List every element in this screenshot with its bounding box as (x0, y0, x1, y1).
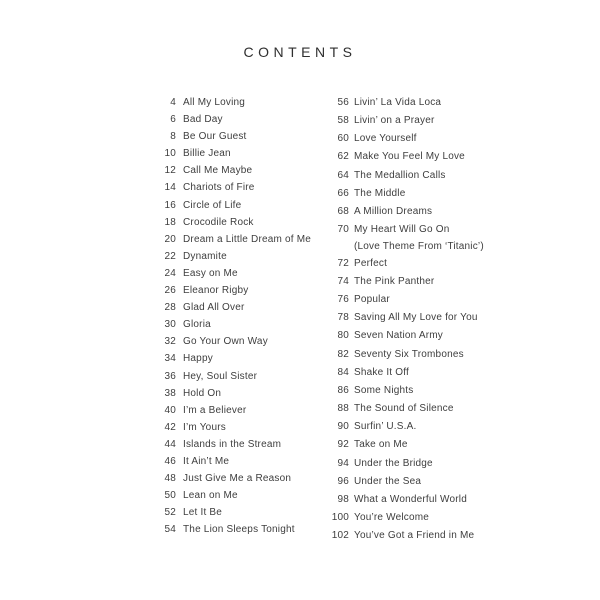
toc-song-title: Billie Jean (183, 148, 231, 160)
toc-entry (319, 148, 509, 166)
toc-song-title: Saving All My Love for You (354, 312, 478, 324)
toc-song-title: The Medallion Calls (354, 169, 446, 181)
toc-song-title: Gloria (183, 319, 211, 331)
toc-page-number: 6 (170, 114, 176, 126)
toc-song (183, 470, 291, 487)
toc-page-number: 80 (337, 330, 349, 342)
toc-song (183, 419, 226, 436)
toc-page-number: 8 (170, 131, 176, 143)
toc-page-number: 48 (164, 473, 176, 485)
toc-song (354, 130, 417, 148)
toc-song (183, 368, 257, 385)
toc-song-title: I’m Yours (183, 421, 226, 433)
toc-page-number: 74 (337, 276, 349, 287)
toc-entry (319, 273, 509, 291)
toc-entry (146, 368, 321, 385)
toc-song (183, 94, 245, 111)
toc-song-title: Seven Nation Army (354, 330, 443, 342)
toc-page-number: 68 (337, 205, 349, 217)
toc-song-title: You’re Welcome (354, 512, 430, 524)
toc-entry (146, 162, 321, 179)
toc-page-number: 102 (331, 530, 349, 542)
toc-song-title: Some Nights (354, 384, 414, 396)
toc-page-number: 16 (164, 199, 176, 211)
toc-song (183, 487, 238, 504)
toc-song-title: Dynamite (183, 250, 227, 262)
toc-song (354, 291, 390, 309)
toc-song-title: Surfin’ U.S.A. (354, 421, 417, 433)
toc-page-number: 60 (337, 133, 349, 145)
toc-song (183, 385, 221, 402)
toc-entry (319, 94, 509, 112)
toc-song (354, 221, 484, 255)
toc-song-title: Bad Day (183, 114, 223, 126)
toc-song (183, 282, 248, 299)
toc-song (183, 265, 238, 282)
toc-page-number: 76 (337, 294, 349, 306)
toc-entry (319, 527, 509, 545)
toc-song (183, 248, 227, 265)
toc-entry (146, 179, 321, 196)
toc-entry (319, 436, 509, 454)
toc-song-title: Dream a Little Dream of Me (183, 233, 312, 245)
toc-entry (319, 418, 509, 436)
toc-page-number: 10 (164, 148, 176, 160)
toc-song (183, 333, 268, 350)
toc-song (183, 162, 252, 179)
toc-page-number: 18 (164, 216, 176, 228)
toc-column-right (319, 94, 509, 545)
toc-entry (146, 504, 321, 521)
toc-entry (319, 491, 509, 509)
toc-song (183, 316, 211, 333)
toc-song-title: You’ve Got a Friend in Me (354, 530, 475, 542)
toc-song-title: Circle of Life (183, 199, 242, 211)
toc-song (354, 400, 454, 418)
toc-song (354, 148, 465, 166)
toc-entry (146, 145, 321, 162)
toc-entry (319, 255, 509, 273)
toc-page-number: 46 (164, 455, 176, 467)
toc-song (354, 491, 467, 509)
toc-entry (319, 455, 509, 473)
toc-song-title: My Heart Will Go On (354, 224, 450, 236)
toc-entry (146, 282, 321, 299)
toc-page-number: 58 (337, 115, 349, 127)
toc-song (183, 402, 246, 419)
toc-page-number: 32 (164, 336, 176, 348)
toc-song (183, 145, 231, 162)
toc-page-number: 12 (164, 165, 176, 177)
toc-page-number: 72 (337, 257, 349, 269)
toc-page-number: 24 (164, 267, 176, 279)
toc-song-title: Just Give Me a Reason (183, 473, 292, 485)
toc-entry (146, 436, 321, 453)
toc-song-title: Hold On (183, 387, 222, 399)
toc-song-title: Under the Bridge (354, 457, 433, 469)
toc-entry (146, 316, 321, 333)
toc-song-title: Crocodile Rock (183, 216, 254, 228)
toc-song (183, 128, 247, 145)
toc-page-number: 82 (337, 348, 349, 360)
toc-song-title: Make You Feel My Love (354, 151, 465, 163)
toc-song-title: It Ain’t Me (183, 455, 230, 467)
toc-song (354, 327, 443, 345)
toc-page-number: 44 (164, 438, 176, 450)
toc-song (354, 509, 429, 527)
toc-entry (319, 291, 509, 309)
toc-entry (146, 402, 321, 419)
toc-entry (319, 112, 509, 130)
toc-page-number: 84 (337, 366, 349, 378)
toc-song-subtitle: (Love Theme From ‘Titanic’) (354, 241, 484, 253)
toc-page-number: 4 (170, 97, 176, 108)
toc-entry (146, 385, 321, 402)
toc-song-title: Let It Be (183, 507, 223, 519)
toc-entry (319, 327, 509, 345)
toc-entry (319, 130, 509, 148)
toc-song-title: Chariots of Fire (183, 182, 255, 194)
toc-page-number: 86 (337, 384, 349, 396)
toc-entry (319, 185, 509, 203)
toc-song (354, 273, 434, 291)
toc-entry (146, 470, 321, 487)
toc-entry (146, 111, 321, 128)
toc-song-title: Easy on Me (183, 267, 238, 279)
toc-song (183, 504, 222, 521)
toc-song (183, 197, 241, 214)
toc-song-title: The Lion Sleeps Tonight (183, 524, 295, 536)
toc-entry (146, 521, 321, 538)
toc-page-number: 42 (164, 421, 176, 433)
toc-song (354, 527, 474, 545)
toc-song-title: Lean on Me (183, 490, 238, 502)
toc-page-number: 28 (164, 302, 176, 314)
toc-song (354, 436, 408, 454)
toc-entry (319, 309, 509, 327)
toc-song (183, 214, 254, 231)
toc-entry (319, 364, 509, 382)
toc-song-title: All My Loving (183, 97, 246, 108)
toc-page-number: 70 (337, 224, 349, 236)
toc-page-number: 50 (164, 490, 176, 502)
toc-page-number: 62 (337, 151, 349, 163)
page-title: CONTENTS (243, 44, 357, 60)
toc-page-number: 26 (164, 285, 176, 297)
toc-song-title: Islands in the Stream (183, 438, 282, 450)
toc-song-title: Love Yourself (354, 133, 417, 145)
toc-page-number: 98 (337, 493, 349, 505)
toc-song (354, 473, 421, 491)
toc-song-title: Glad All Over (183, 302, 245, 314)
toc-song (354, 167, 446, 185)
toc-entry (319, 400, 509, 418)
toc-song-title: Happy (183, 353, 213, 365)
toc-entry (319, 221, 509, 255)
toc-entry (146, 214, 321, 231)
toc-song-title: Popular (354, 294, 390, 306)
toc-entry (319, 509, 509, 527)
toc-song-title: Go Your Own Way (183, 336, 268, 348)
toc-entry (146, 94, 321, 111)
toc-song-title: Livin’ on a Prayer (354, 115, 435, 127)
toc-song-title: A Million Dreams (354, 205, 433, 217)
toc-song (183, 179, 255, 196)
toc-song-title: What a Wonderful World (354, 493, 467, 505)
toc-entry (319, 382, 509, 400)
toc-song-title: The Pink Panther (354, 276, 435, 287)
toc-entry (319, 473, 509, 491)
toc-page-number: 96 (337, 475, 349, 487)
toc-song-title: Livin’ La Vida Loca (354, 97, 442, 108)
toc-page-number: 52 (164, 507, 176, 519)
toc-entry (146, 419, 321, 436)
toc-entry (146, 299, 321, 316)
toc-song (354, 418, 416, 436)
toc-song-title: I’m a Believer (183, 404, 247, 416)
toc-entry (146, 231, 321, 248)
toc-entry (146, 265, 321, 282)
toc-song (183, 436, 281, 453)
toc-entry (146, 350, 321, 367)
toc-page-number: 90 (337, 421, 349, 433)
toc-song-title: The Middle (354, 187, 406, 199)
toc-page-number: 30 (164, 319, 176, 331)
toc-song (183, 231, 311, 248)
toc-page-number: 100 (331, 512, 349, 524)
toc-song (183, 111, 223, 128)
toc-page-number: 88 (337, 403, 349, 415)
toc-page-number: 34 (164, 353, 176, 365)
toc-song (354, 364, 409, 382)
toc-entry (146, 487, 321, 504)
toc-song-title: Eleanor Rigby (183, 285, 249, 297)
toc-song (183, 350, 213, 367)
toc-song-title: The Sound of Silence (354, 403, 454, 415)
toc-song-title: Perfect (354, 257, 388, 269)
toc-song (354, 185, 405, 203)
toc-page-number: 78 (337, 312, 349, 324)
toc-column-left (146, 94, 321, 538)
toc-song-title: Call Me Maybe (183, 165, 253, 177)
toc-song (354, 255, 387, 273)
toc-song-title: Hey, Soul Sister (183, 370, 258, 382)
toc-song (183, 299, 245, 316)
toc-entry (146, 248, 321, 265)
toc-song (354, 112, 435, 130)
toc-entry (319, 203, 509, 221)
toc-page-number: 38 (164, 387, 176, 399)
toc-page-number: 22 (164, 250, 176, 262)
toc-song-title: Shake It Off (354, 366, 410, 378)
toc-entry (319, 346, 509, 364)
toc-page-number: 64 (337, 169, 349, 181)
toc-song (354, 94, 441, 112)
toc-song (354, 455, 433, 473)
toc-song-title: Seventy Six Trombones (354, 348, 464, 360)
toc-song (183, 521, 295, 538)
toc-page-number: 36 (164, 370, 176, 382)
toc-song (354, 203, 432, 221)
toc-song (354, 382, 413, 400)
toc-entry (319, 167, 509, 185)
toc-entry (146, 197, 321, 214)
toc-page-number: 14 (164, 182, 176, 194)
toc-page-number: 54 (164, 524, 176, 536)
toc-page-number: 92 (337, 439, 349, 451)
toc-entry (146, 128, 321, 145)
toc-entry (146, 453, 321, 470)
toc-page-number: 94 (337, 457, 349, 469)
toc-song-title: Take on Me (354, 439, 408, 451)
toc-song (354, 346, 464, 364)
toc-page-number: 40 (164, 404, 176, 416)
toc-page-number: 20 (164, 233, 176, 245)
toc-page-number: 56 (337, 97, 349, 108)
toc-song-title: Be Our Guest (183, 131, 247, 143)
toc-song (183, 453, 229, 470)
toc-entry (146, 333, 321, 350)
toc-song (354, 309, 478, 327)
toc-page-number: 66 (337, 187, 349, 199)
toc-song-title: Under the Sea (354, 475, 422, 487)
